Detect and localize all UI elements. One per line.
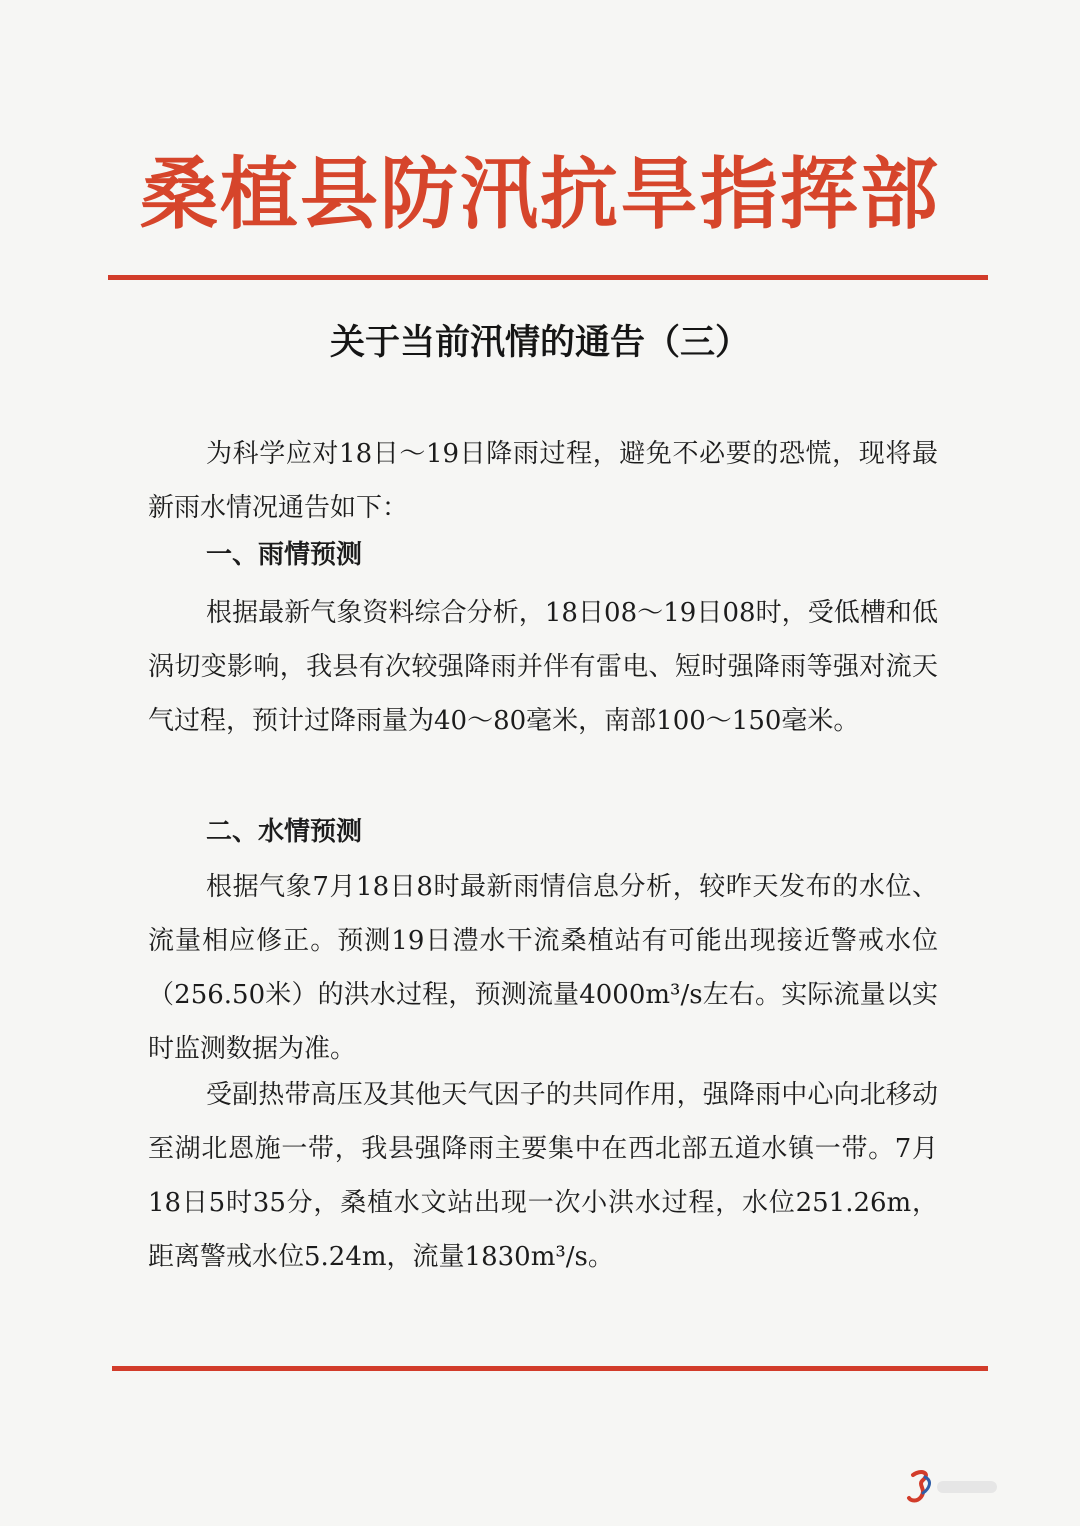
section-heading-water: 二、水情预测: [206, 817, 363, 847]
footer-red-rule: [112, 1366, 988, 1371]
intro-paragraph: 为科学应对18日～19日降雨过程，避免不必要的恐慌，现将最新雨水情况通告如下：: [148, 439, 938, 523]
header-red-rule: [108, 275, 988, 280]
weather-factors-paragraph: 受副热带高压及其他天气因子的共同作用，强降雨中心向北移动至湖北恩施一带，我县强降雨主要集中在西北部五道水镇一带。7月18日5时35分，桑植水文站出现一次小洪水过程，水位251.26m，距离警戒水位5.24m，流量1830m³/s。: [148, 1080, 938, 1272]
water-forecast-paragraph: 根据气象7月18日8时最新雨情信息分析，较昨天发布的水位、流量相应修正。预测19日澧水干流桑植站有可能出现接近警戒水位（256.50米）的洪水过程，预测流量4000m³/s左右。实际流量以实时监测数据为准。: [148, 872, 938, 1064]
news-logo-icon: [903, 1467, 1003, 1507]
section-heading-rain: 一、雨情预测: [206, 540, 363, 570]
rain-forecast-paragraph: 根据最新气象资料综合分析，18日08～19日08时，受低槽和低涡切变影响，我县有次较强降雨并伴有雷电、短时强降雨等强对流天气过程，预计过降雨量为40～80毫米，南部100～150毫米。: [148, 598, 938, 736]
notice-title: 关于当前汛情的通告（三）: [329, 323, 750, 363]
organization-header: 桑植县防汛抗旱指挥部: [139, 150, 940, 240]
